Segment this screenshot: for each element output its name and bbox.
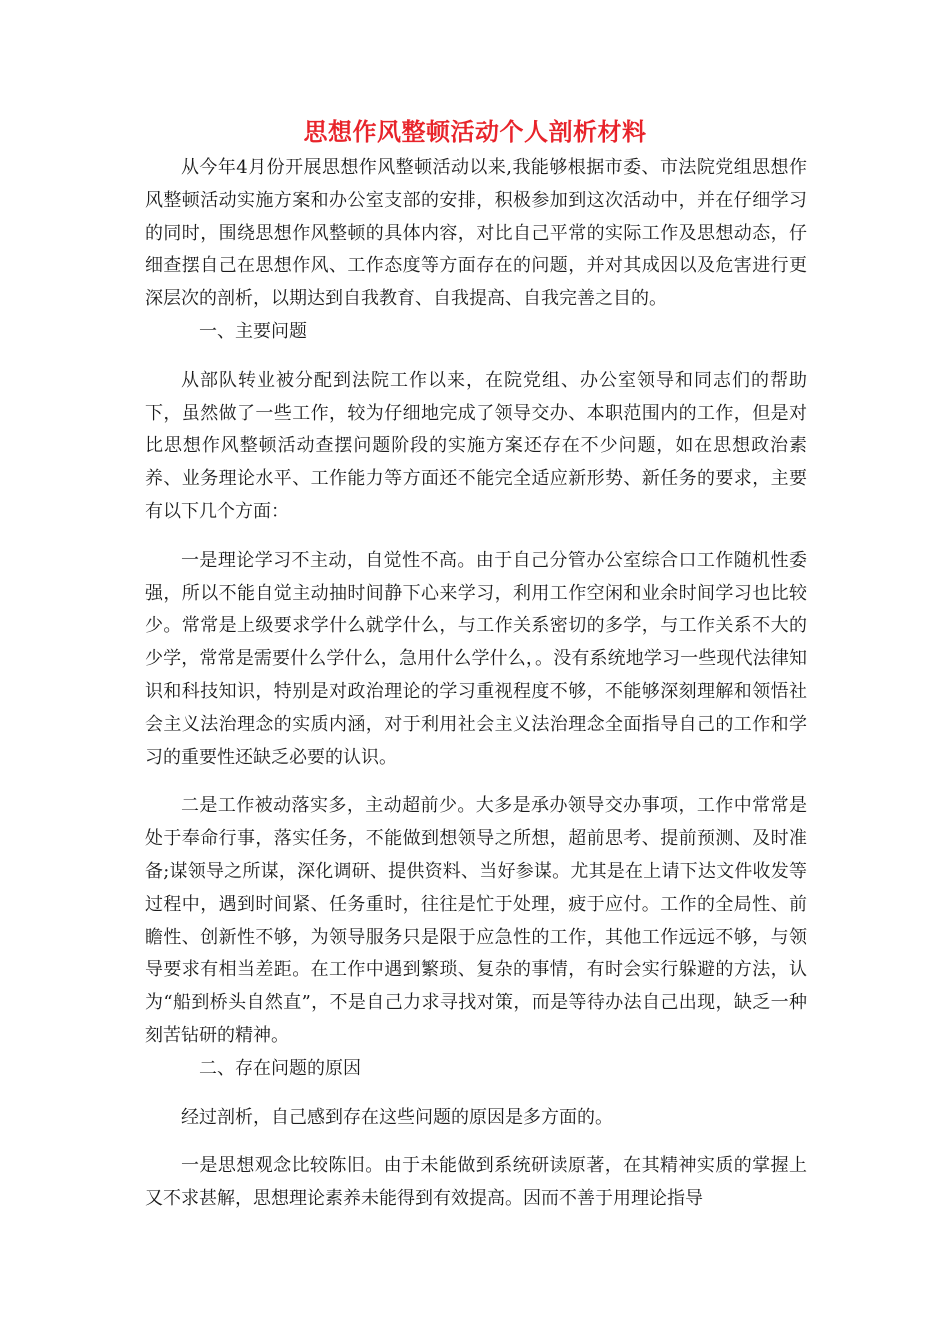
section-heading-causes: 二、存在问题的原因: [199, 1057, 361, 1079]
paragraph-cause-one: 一是思想观念比较陈旧。由于未能做到系统研读原著，在其精神实质的掌握上又不求甚解，思想理论素养未能得到有效提高。因而不善于用理论指导: [145, 1155, 807, 1210]
document-body: [145, 152, 807, 1216]
paragraph-problem-two: 二是工作被动落实多，主动超前少。大多是承办领导交办事项，工作中常常是处于奉命行事，落实任务，不能做到想领导之所想，超前思考、提前预测、及时准备;谋领导之所谋，深化调研、提供资料、当好参谋。尤其是在上请下达文件收发等过程中，遇到时间紧、任务重时，往往是忙于处理，疲于应付。工作的全局性、前瞻性、创新性不够，为领导服务只是限于应急性的工作，其他工作远远不够，与领导要求有相当差距。在工作中遇到繁琐、复杂的事情，有时会实行躲避的方法，认为“船到桥头自然直”，不是自己力求寻找对策，而是等待办法自己出现，缺乏一种刻苦钻研的精神。: [145, 795, 807, 1046]
section-heading-main-problems: 一、主要问题: [199, 320, 307, 342]
paragraph-background: 从部队转业被分配到法院工作以来，在院党组、办公室领导和同志们的帮助下，虽然做了一些工作，较为仔细地完成了领导交办、本职范围内的工作，但是对比思想作风整顿活动查摆问题阶段的实施方案还存在不少问题，如在思想政治素养、业务理论水平、工作能力等方面还不能完全适应新形势、新任务的要求，主要有以下几个方面：: [145, 369, 807, 522]
paragraph-problem-one: 一是理论学习不主动，自觉性不高。由于自己分管办公室综合口工作随机性委强，所以不能自觉主动抽时间静下心来学习，利用工作空闲和业余时间学习也比较少。常常是上级要求学什么就学什么，与工作关系密切的多学，与工作关系不大的少学，常常是需要什么学什么，急用什么学什么，。没有系统地学习一些现代法律知识和科技知识，特别是对政治理论的学习重视程度不够，不能够深刻理解和领悟社会主义法治理念的实质内涵，对于利用社会主义法治理念全面指导自己的工作和学习的重要性还缺乏必要的认识。: [145, 549, 807, 768]
page-title: 思想作风整顿活动个人剖析材料: [303, 118, 647, 146]
intro-paragraph: 从今年4月份开展思想作风整顿活动以来,我能够根据市委、市法院党组思想作风整顿活动实施方案和办公室支部的安排，积极参加到这次活动中，并在仔细学习的同时，围绕思想作风整顿的具体内容，对比自己平常的实际工作及思想动态，仔细查摆自己在思想作风、工作态度等方面存在的问题，并对其成因以及危害进行更深层次的剖析，以期达到自我教育、自我提高、自我完善之目的。: [145, 157, 807, 310]
paragraph-causes-intro: 经过剖析，自己感到存在这些问题的原因是多方面的。: [181, 1106, 613, 1128]
